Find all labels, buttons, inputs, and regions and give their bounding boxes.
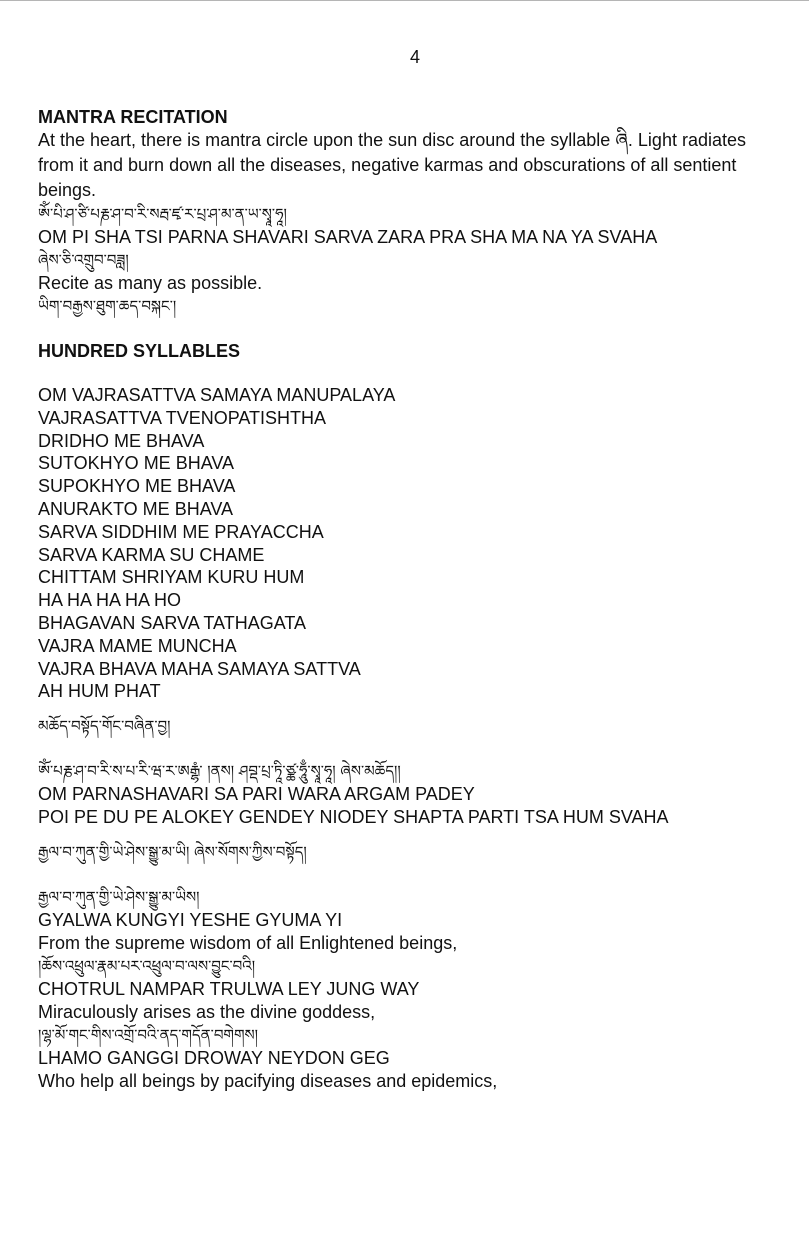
mantra-line: AH HUM PHAT	[38, 681, 161, 702]
verse-tibetan: །ལྷ་མོ་གང་གིས་འགྲོ་བའི་ནད་གདོན་བགེགས།	[38, 1026, 259, 1045]
offering-section	[38, 715, 783, 829]
mantra-recitation-section	[38, 106, 783, 318]
mantra-line: SARVA KARMA SU CHAME	[38, 544, 265, 565]
praise-verse	[38, 1024, 783, 1093]
hundred-syllables-list	[38, 384, 783, 703]
mantra-line: CHITTAM SHRIYAM KURU HUM	[38, 567, 305, 588]
mantra-line: OM VAJRASATTVA SAMAYA MANUPALAYA	[38, 385, 396, 405]
note-tibetan: ཞེས་ཅི་འགྲུབ་བཟླ།	[38, 251, 129, 269]
section-heading: MANTRA RECITATION	[38, 107, 228, 127]
mantra-line: DRIDHO ME BHAVA	[38, 430, 205, 451]
verse-tibetan: རྒྱལ་བ་ཀུན་གྱི་ཡེ་ཤེས་སྒྱུ་མ་ཡིས།	[38, 888, 200, 907]
verse-tibetan: །ཆོས་འཕྲུལ་རྣམ་པར་འཕྲུལ་བ་ལས་བྱུང་བའི།	[38, 957, 256, 976]
top-rule	[0, 0, 809, 1]
offering-mantra-tibetan: ཨོཾ་པརྞ་ཤ་བ་རི་ས་པ་རི་ཝ་ར་ཨརྒྷཾ་ །ནས། ཤབྡ་པྲ་ཏཱི་ཙྪ་ཧཱུྃ་སྭཱ་ཧཱ། ཞེས་མཆོད།།	[38, 762, 401, 781]
verse-latin: GYALWA KUNGYI YESHE GYUMA YI	[38, 910, 343, 931]
mantra-line: VAJRASATTVA TVENOPATISHTHA	[38, 407, 327, 428]
instruction-tibetan: ཡིག་བརྒྱས་ཐུག་ཆད་བསྐང་།	[38, 297, 177, 315]
offering-line: POI PE DU PE ALOKEY GENDEY NIODEY SHAPTA PARTI TSA HUM SVAHA	[38, 807, 669, 828]
mantra-line: HA HA HA HA HO	[38, 590, 182, 611]
praise-verse	[38, 955, 783, 1024]
mantra-line: BHAGAVAN SARVA TATHAGATA	[38, 612, 307, 633]
mantra-line: ANURAKTO ME BHAVA	[38, 498, 234, 519]
mantra-tibetan: ཨོཾ་པི་ཤ་ཙི་པརྞ་ཤ་བ་རི་སརྦ་ཛྭ་ར་པྲ་ཤ་མ་ན་ཡ་སྭཱ་ཧཱ།	[38, 205, 287, 223]
verse-latin: CHOTRUL NAMPAR TRULWA LEY JUNG WAY	[38, 979, 420, 1000]
mantra-line: VAJRA MAME MUNCHA	[38, 635, 237, 656]
verse-english: Miraculously arises as the divine goddess,	[38, 1002, 376, 1023]
offering-line: OM PARNASHAVARI SA PARI WARA ARGAM PADEY	[38, 784, 475, 805]
praise-section	[38, 841, 783, 1093]
mantra-line: SUTOKHYO ME BHAVA	[38, 453, 235, 474]
mantra-latin: OM PI SHA TSI PARNA SHAVARI SARVA ZARA PRA SHA MA NA YA SVAHA	[38, 227, 658, 247]
page-content	[38, 106, 783, 1093]
offering-title-tibetan: མཆོད་བསྟོད་གོང་བཞིན་བྱ།	[38, 717, 171, 736]
verse-english: From the supreme wisdom of all Enlightened beings,	[38, 933, 458, 954]
page-number: 4	[409, 47, 420, 67]
verse-english: Who help all beings by pacifying diseases and epidemics,	[38, 1071, 498, 1092]
mantra-line: SUPOKHYO ME BHAVA	[38, 476, 236, 497]
praise-verse	[38, 886, 783, 955]
mantra-line: SARVA SIDDHIM ME PRAYACCHA	[38, 521, 324, 542]
section-heading: HUNDRED SYLLABLES	[38, 341, 241, 361]
mantra-line: VAJRA BHAVA MAHA SAMAYA SATTVA	[38, 658, 361, 679]
intro-paragraph: At the heart, there is mantra circle upon the sun disc around the syllable ཞི. Light radiates from it and burn down all the diseases, negative karmas and obscurations of all sentient beings.	[38, 130, 746, 200]
praise-intro-tibetan: རྒྱལ་བ་ཀུན་གྱི་ཡེ་ཤེས་སྒྱུ་མ་ཡི། ཞེས་སོགས་ཀྱིས་བསྟོད།	[38, 843, 307, 862]
instruction-text: Recite as many as possible.	[38, 273, 263, 293]
verse-latin: LHAMO GANGGI DROWAY NEYDON GEG	[38, 1048, 390, 1069]
hundred-syllables-section	[38, 340, 783, 703]
